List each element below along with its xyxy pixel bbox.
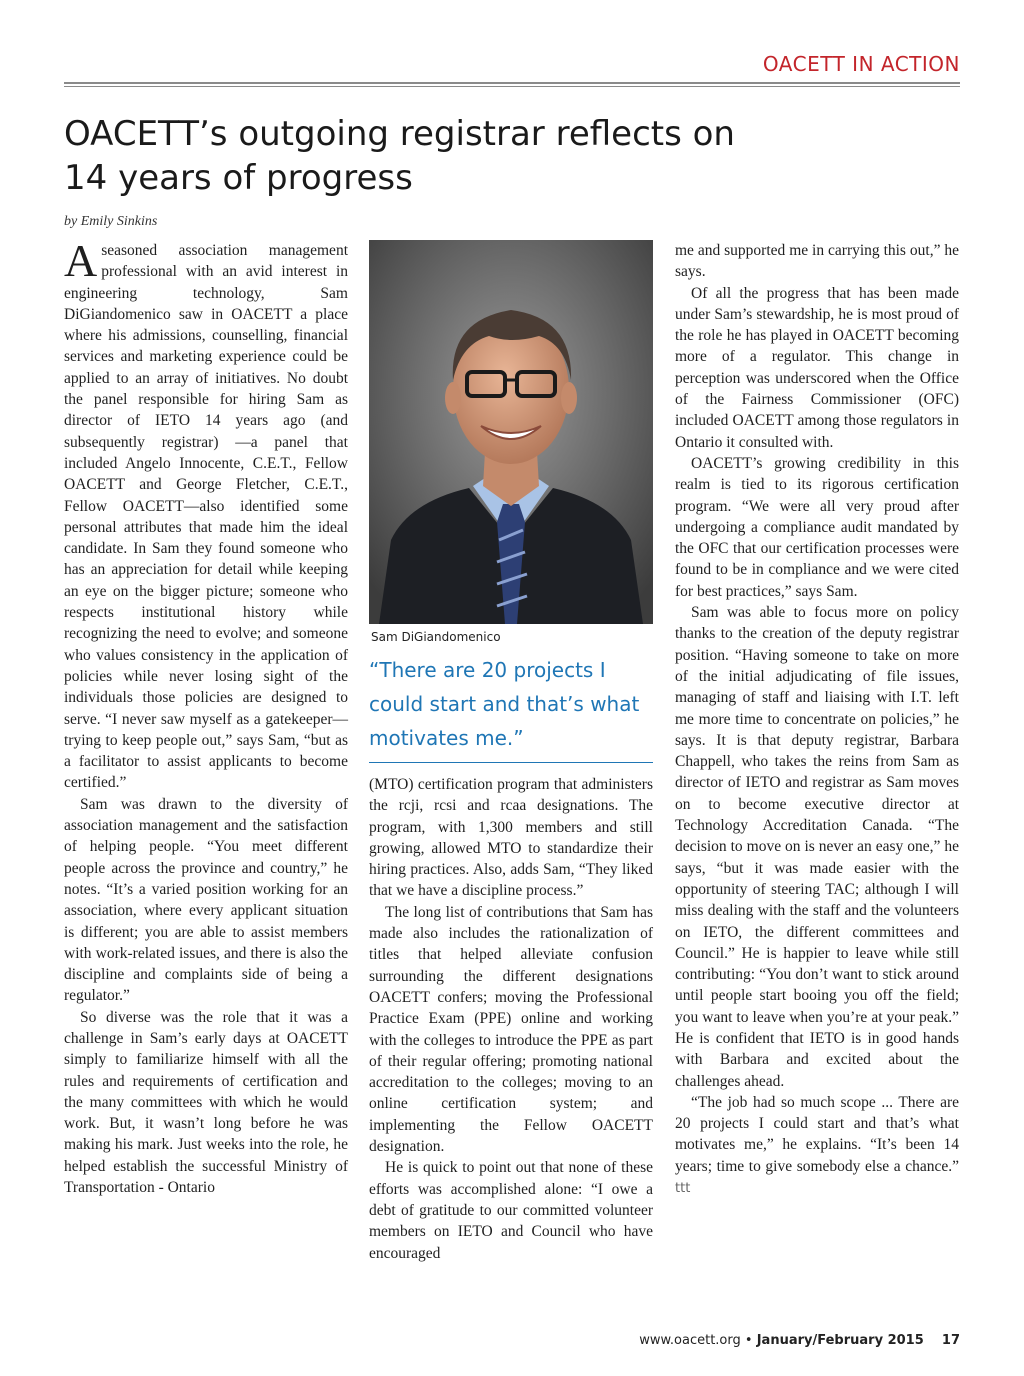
paragraph: Sam was drawn to the diversity of association management and the satisfaction of helping people. “You meet different people across the province and country,” he notes. “It’s a varied position working for an association, where every applicant situation is different; you are able to assist members with work-related issues, and there is also the discipline and complaints side of being a regulator.”	[64, 795, 348, 1005]
pull-quote-rule	[369, 762, 653, 763]
portrait-photo	[369, 240, 653, 624]
article-headline: OACETT’s outgoing registrar reflects on 14 years of progress	[64, 114, 735, 199]
footer-separator: •	[744, 1333, 753, 1348]
paragraph: The long list of contributions that Sam has made also includes the rationalization of titles that helped alleviate confusion surrounding the different designations OACETT confers; moving the Professional Practice Exam (PPE) online and working with the colleges to introduce the PPE as part of their regular offering; promoting national accreditation to the colleges; moving to an online certification system; and implementing the Fellow OACETT designation.	[369, 903, 653, 1156]
section-label: OACETT IN ACTION	[762, 52, 960, 76]
page-number: 17	[941, 1333, 960, 1348]
byline: by Emily Sinkins	[64, 214, 158, 229]
paragraph: Sam was able to focus more on policy thanks to the creation of the deputy registrar position. “Having someone to take on more of the initial adjudicating of file issues, managing of staff and liaising with I.T. left me more time to concentrate on policies,” he says. It is that deputy registrar, Barbara Chappell, who takes the reins from Sam as director of IETO and registrar as Sam moves on to become executive director at Technology Accreditation Canada. “The decision to move on is never an easy one,” he says, “but it was made easier with the opportunity of steering TAC; although I will miss dealing with the staff and the volunteers on IETO, the different committees and Council.” He is happier to leave while still contributing: “You don’t want to stick around until people start booing you off the field; you want to leave when you’re at your peak.” He is confident that IETO is in good hands with Barbara and excited about the challenges ahead.	[675, 604, 959, 1090]
paragraph: He is quick to point out that none of these efforts was accomplished alone: “I owe a debt of gratitude to our committed volunteer members on IETO and Council who have encouraged	[369, 1159, 653, 1262]
paragraph: So diverse was the role that it was a challenge in Sam’s early days at OACETT simply to familiarize himself with all the rules and requirements of certification and the many committees with which he would work. But, it wasn’t long before he was making his mark. Just weeks into the role, he helped establish the successful Ministry of Transportation - Ontario	[64, 1008, 348, 1197]
paragraph: (MTO) certification program that administers the rcji, rcsi and rcaa designations. The program, with 1,300 members and still growing, allowed MTO to standardize their hiring practices. Also, adds Sam, “They liked that we have a discipline process.”	[369, 776, 653, 900]
paragraph: “The job had so much scope ... There are 20 projects I could start and that’s what motivates me,” he explains. “It’s been 14 years; time to give somebody else a chance.” ttt	[675, 1093, 959, 1197]
article-column-1	[64, 235, 348, 1198]
photo-caption: Sam DiGiandomenico	[371, 630, 501, 644]
paragraph: me and supported me in carrying this out,” he says.	[675, 242, 959, 281]
header-rule	[64, 82, 960, 84]
drop-cap: A	[64, 235, 98, 286]
footer-issue: January/February 2015	[756, 1333, 924, 1348]
page-footer	[639, 1333, 960, 1348]
paragraph: OACETT’s growing credibility in this realm is tied to its rigorous certification program. “We were all very proud after undergoing a compliance audit mandated by the OFC that our certification processes were found to be in compliance and we were cited for best practices,” says Sam.	[675, 454, 959, 600]
article-column-3	[675, 240, 959, 1199]
paragraph: Of all the progress that has been made under Sam’s stewardship, he is most proud of the role he has played in OACETT becoming more of a regulator. This change in perception was underscored when the Office of the Fairness Commissioner (OFC) included OACETT among those regulators in Ontario it consulted with.	[675, 284, 959, 451]
pull-quote: “There are 20 projects I could start and that’s what motivates me.”	[369, 658, 640, 750]
header-rule-secondary	[64, 86, 960, 87]
article-column-2	[369, 774, 653, 1264]
end-of-article-icon: ttt	[675, 1181, 691, 1197]
footer-url[interactable]: www.oacett.org	[639, 1333, 741, 1348]
paragraph: Aseasoned association management professional with an avid interest in engineering technology, Sam DiGiandomenico saw in OACETT a place where his admissions, counselling, financial services and marketing experience could be applied to an array of initiatives. No doubt the panel responsible for hiring Sam as director of IETO 14 years ago (and subsequently registrar) —a panel that included Angelo Innocente, C.E.T., Fellow OACETT and George Fletcher, C.E.T., Fellow OACETT—also identified some personal attributes that made him the ideal candidate. In Sam they found someone who has an appreciation for detail while keeping an eye on the bigger picture; someone who respects institutional history while recognizing the need to evolve; and someone who values consistency in the application of policies while never losing sight of the individuals those policies are designed to serve. “I never saw myself as a gatekeeper—trying to keep people out,” says Sam, “but as a facilitator to assist applicants to become certified.”	[64, 235, 348, 792]
